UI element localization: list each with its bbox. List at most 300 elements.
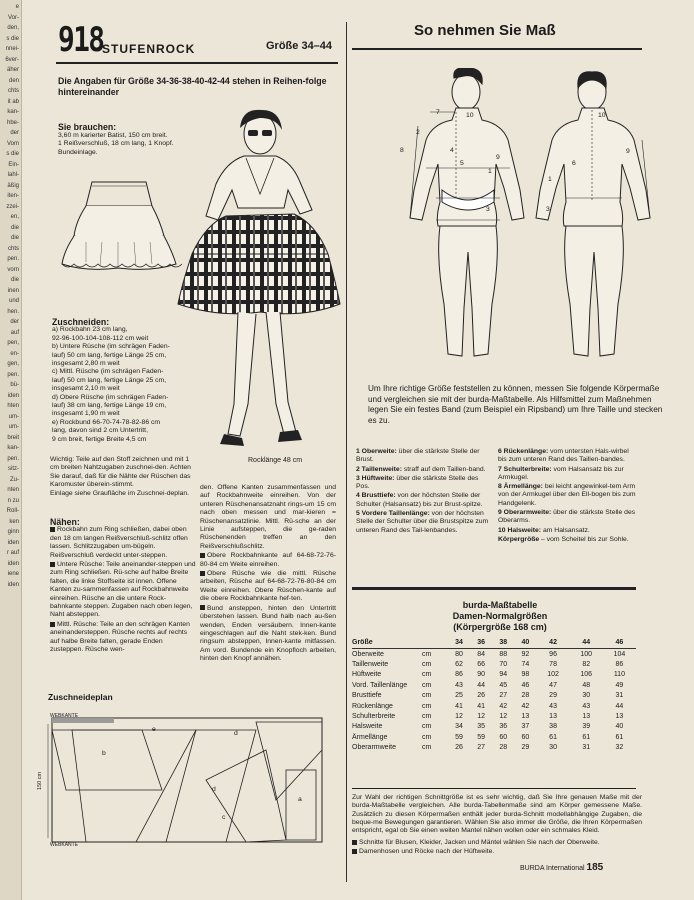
edge-word: Vom [6,140,19,147]
cutting-line: c) Mittl. Rüsche (im schrägen Faden- [52,368,164,376]
measurement-item [498,466,638,483]
table-title-line1: burda-Maßtabelle [462,600,538,610]
sewing-step [50,621,196,655]
table-cell: 29 [521,744,530,752]
table-cell: 70 [499,661,508,669]
fabric-width-label: 150 cm [37,771,43,790]
measuring-title: So nehmen Sie Maß [414,22,556,39]
edge-word: kan- [7,109,19,115]
edge-word: nten [7,487,19,493]
table-row [352,670,636,680]
edge-word: iene [7,571,19,577]
edge-word: Vor- [7,14,19,21]
edge-word: um- [8,413,19,420]
edge-word: bü- [10,382,19,388]
table-cell: 98 [521,671,530,679]
cutting-line: e) Rockbund 66-70-74-78-82-86 cm [52,418,161,426]
edge-word: äßig [7,182,19,189]
bullet-square [352,840,357,845]
edge-word: iten- [7,193,19,199]
edge-word: en, [10,214,19,220]
edge-word: die [10,224,19,231]
table-cell: Taillenweite [352,661,389,669]
table-cell: 82 [582,661,591,669]
cutting-line: 92-96-100-104-108-112 cm weit [52,334,149,342]
table-row [352,701,636,711]
figure-number: 10 [598,112,606,119]
table-cell: 12 [455,713,463,721]
table-header-cell: Größe [352,636,422,649]
measurement-desc: von der höchsten Stelle der Schulter über die Brustspitze zum unteren Rand des Tail-lenbandes. [356,510,489,534]
measurement-item [356,492,492,509]
bullet-square [200,605,205,610]
measurement-item [356,466,492,474]
plan-piece-label: d [234,730,238,737]
table-row [352,743,636,753]
column-divider [346,22,347,882]
table-cell: Vord. Taillenlänge [352,681,408,689]
edge-word: den [8,77,19,84]
edge-word: chts [7,88,19,94]
figure-number: 2 [416,129,420,136]
table-cell: cm [422,723,432,731]
edge-word: iden [7,392,19,399]
table-cell: 61 [582,733,591,741]
measurement-list-right [498,448,638,545]
measurement-item [356,510,492,535]
table-cell: 59 [455,733,463,741]
table-cell: cm [422,661,432,669]
table-cell: 32 [615,744,624,752]
table-cell: 12 [499,713,508,721]
page-footer [520,862,603,873]
cutting-plan-diagram [46,710,330,852]
edge-word: r auf [6,550,19,556]
size-selection-note: Zur Wahl der richtigen Schnittgröße ist es sehr wichtig, daß Sie Ihre genauen Maße mit der burda-Maßtabelle vergleichen. Alle burda-Tabellenmaße sind am Körper gemessene Maße. Zusätzlich zu diesen Körpermaßen enthält jeder burda-Schnitt modellabhängige Zugaben, die beque-me Bewegungen garantieren. Wählen Sie also immer die Größe, die Ihren Körpermaßen entspricht, egal ob Sie einen weiten Mantel nähen wollen oder ein schmales Kleid. [352,794,642,835]
table-row [352,691,636,701]
table-cell: cm [422,713,432,721]
table-cell: 60 [499,733,508,741]
cutting-line: lauf) 50 cm lang, fertige Länge 25 cm, [52,351,167,359]
table-cell: 13 [582,713,591,721]
table-cell: 43 [582,702,591,710]
measurement-item [498,527,638,535]
edge-word: breit [7,434,19,441]
edge-word: ken [9,518,19,525]
measurement-desc: straff auf dem Taillen-band. [401,465,486,473]
table-cell: 44 [477,681,486,689]
selvage-top-label: WEBKANTE [50,713,79,719]
cutting-plan-heading: Zuschneideplan [48,692,113,702]
table-cell: 94 [499,671,508,679]
table-cell: 60 [521,733,530,741]
table-cell: Rückenlänge [352,702,393,710]
table-cell: 12 [477,713,486,721]
table-cell: cm [422,733,432,741]
size-selection-bullets [352,838,652,856]
sewing-step [200,570,336,604]
figure-number: 3 [486,206,490,213]
table-cell: 106 [580,671,593,679]
pattern-number: 918 [58,20,104,60]
edge-word: pen, [7,340,19,346]
cutting-line: lauf) 50 cm lang, fertige Länge 25 cm, [52,376,167,384]
figure-number: 9 [626,148,630,155]
measurement-desc: bei leicht angewinkel-tem Arm von der Armkugel über den Ell-bogen bis zum Handgelenk. [498,483,636,507]
edge-word: der [10,130,19,136]
edge-word: und [8,298,19,304]
cutting-line: lang, davon sind 2 cm Untertritt, [52,427,148,435]
previous-page-edge [0,0,22,900]
table-cell: 28 [499,744,508,752]
edge-word: iden [7,539,19,546]
measurement-list-left [356,448,492,536]
size-chart-table [352,636,636,753]
table-cell: 26 [455,744,463,752]
title-rule [352,48,642,50]
table-cell: 48 [582,681,591,689]
materials-line: 1 Reißverschluß, 18 cm lang, 1 Knopf. [58,140,174,148]
edge-word: gen, [7,361,19,367]
edge-word: ginn [7,529,19,535]
edge-word: pen. [7,371,19,378]
table-row [352,722,636,732]
edge-word: it ab [7,98,19,105]
bullet-square [50,622,55,627]
table-cell: cm [422,650,432,658]
sewing-section [50,518,196,656]
header-rule [56,62,338,64]
measurement-desc: vom Halsansatz bis zur Armkugel. [498,465,624,481]
figure-number: 8 [400,147,404,154]
table-cell: 40 [615,723,624,731]
table-cell: 42 [521,702,530,710]
sewing-step-text: Bund ansteppen, hinten den Untertritt überstehen lassen. Bund halb nach au-ßen wenden, Enden versäubern. Innen-kante eingeschlagen auf die Naht stek-ken. Bund ringsum absteppen, Innen-kante mitfassen. Am vord. Bundende ein Knopfloch arbeiten, hinten den Knopf annähen. [200,604,336,663]
table-cell: Ärmellänge [352,733,388,741]
table-cell: 47 [549,681,557,689]
table-cell: 110 [613,671,625,679]
important-text: Wichtig: Teile auf den Stoff zeichnen und mit 1 cm breiten Nahtzugaben zuschnei-den. Achten Sie darauf, daß für die Nähte der Rüschen das Karomuster überein-stimmt. [50,456,191,489]
sewing-steps-continued [200,484,336,665]
edge-word: die [10,277,19,283]
table-cell: 59 [477,733,486,741]
table-row [352,659,636,669]
measurement-desc: – vom Scheitel bis zur Sohle. [539,535,629,543]
table-header-cell: 40 [514,636,536,649]
measurement-name: 7 Schulterbreite: [498,465,552,473]
table-top-rule [352,587,636,590]
table-cell: 36 [499,723,508,731]
sewing-step [200,484,336,551]
edge-word: iden [7,560,19,567]
bullet-text: Schnitte für Blusen, Kleider, Jacken und Mäntel wählen Sie nach der Oberweite. [359,839,600,846]
table-cell: 43 [549,702,557,710]
figure-number: 1 [488,168,492,175]
table-cell: 13 [549,713,557,721]
bullet-square [200,553,205,558]
materials-line: Bundeinlage. [58,148,98,156]
table-cell: 66 [477,661,486,669]
sewing-steps [50,526,196,654]
table-cell: 61 [615,733,624,741]
measurement-item [498,509,638,526]
table-cell: cm [422,702,432,710]
edge-word: 6ver- [5,56,19,63]
cutting-line: a) Rockbahn 23 cm lang, [52,326,128,334]
figure-number: 10 [466,112,474,119]
cutting-line: insgesamt 1,90 m weit [52,410,120,418]
table-cell: 30 [549,744,557,752]
table-header-cell: 44 [570,636,603,649]
sewing-step-text: den. Offene Kanten zusammenfassen und auf Rockbahnweite einreihen. Von der unteren Rüschenansatznaht rings-um 15 cm nach oben messen und mar-kieren = Rüschenansatzlinie. Mittl. Rü-sche an der Linie aufsteppen, die ge-raden Rüschenenden treffen an den Reißverschlußschlitz. [200,484,336,550]
sewing-step [50,526,196,560]
edge-word: den, [7,25,19,31]
measurement-item [498,483,638,508]
table-cell: cm [422,671,432,679]
measurement-name: 10 Halsweite: [498,526,542,534]
measurement-desc: über die stärkste Stelle des Oberarms. [498,509,636,525]
table-cell: cm [422,692,432,700]
sewing-step [50,561,196,620]
sewing-step-text: Mittl. Rüsche: Teile an den schrägen Kanten aneinandersteppen. Rüsche rechts auf rechts auf halbe Breite falten, gerade Enden zusteppen. Rüsche wen- [50,620,190,654]
edge-word: hen. [7,308,19,315]
bullet-item [352,847,652,856]
table-cell: 41 [477,702,486,710]
edge-word: der [10,319,19,325]
table-cell: 102 [547,671,559,679]
cutting-section [52,318,192,444]
measurement-name: 3 Hüftweite: [356,474,395,482]
edge-word: pen. [7,256,19,262]
table-cell: 44 [615,702,624,710]
table-cell: 13 [615,713,624,721]
table-cell: Oberarmweite [352,744,396,752]
table-cell: 104 [613,650,626,658]
table-cell: Halsweite [352,723,383,731]
sewing-heading: Nähen: [50,517,80,527]
table-cell: 31 [615,692,624,700]
edge-word: s die [6,35,19,42]
measurement-desc: über die stärkste Stelle der Brust. [356,448,480,464]
measuring-intro: Um Ihre richtige Größe feststellen zu können, messen Sie folgende Körpermaße und vergleichen sie mit der burda-Maßtabelle. Als Hilfsmittel zum Maßnehmen legen Sie ein festes Band (zum Beispiel ein Ripsband) um Ihre Taille und stecken es zu. [368,384,663,425]
table-cell: cm [422,681,432,689]
edge-word: Zu- [10,476,19,483]
table-header-cell: 42 [537,636,570,649]
measurement-desc: am Halsansatz. [541,526,590,534]
table-cell: 42 [499,702,508,710]
interfacing-note: Einlage siehe Graufläche im Zuschnei-deplan. [50,489,190,497]
cutting-line: lauf) 38 cm lang, fertige Länge 19 cm, [52,402,167,410]
size-order-intro: Die Angaben für Größe 34-36-38-40-42-44 stehen in Reihen-folge hintereinander [58,76,327,97]
table-cell: 27 [499,692,508,700]
bullet-square [50,527,55,532]
table-cell: 28 [521,692,530,700]
table-cell: 74 [521,661,530,669]
table-cell: 61 [549,733,557,741]
edge-word: en- [10,350,19,357]
figure-number: 1 [548,176,552,183]
edge-word: vorn [7,266,19,273]
table-cell: cm [422,744,432,752]
edge-word: chts [7,245,19,252]
table-title [380,600,620,633]
measurement-name: 5 Vordere Taillenlänge: [356,510,430,518]
table-cell: 31 [582,744,591,752]
table-cell: 78 [549,661,557,669]
table-cell: 41 [455,702,463,710]
table-row [352,732,636,742]
table-cell: 46 [521,681,530,689]
table-cell: 13 [521,713,530,721]
table-header-cell: 46 [603,636,636,649]
table-title-line2: Damen-Normalgrößen [452,611,548,621]
edge-word: hbe- [6,119,19,126]
measurement-name: 2 Taillenweite: [356,465,402,473]
table-header-cell: 36 [470,636,492,649]
sewing-step [200,552,336,569]
cutting-list [52,326,192,444]
table-row [352,711,636,721]
edge-word: auf [10,329,19,336]
selvage-bottom-label: WEBKANTE [50,842,79,848]
table-cell: 43 [455,681,463,689]
figure-number: 5 [460,160,464,167]
table-cell: 90 [477,671,486,679]
table-header-row [352,636,636,649]
pattern-size-range: Größe 34–44 [266,40,333,52]
materials-line: 3,60 m karierter Batist, 150 cm breit. [58,132,168,139]
cutting-line: 9 cm breit, fertige Breite 4,5 cm [52,435,147,443]
edge-word: nnei- [5,46,19,52]
cutting-line: insgesamt 2,10 m weit [52,385,120,393]
body-measurement-figures [356,68,686,380]
table-cell: 29 [549,692,557,700]
measurement-desc: vom untersten Hals-wirbel bis zum unteren Rand des Taillen-bandes. [498,448,629,464]
bullet-square [352,849,357,854]
measurement-item [498,448,638,465]
measurement-name: 4 Brusttiefe: [356,492,396,500]
bullet-square [50,562,55,567]
important-note [50,456,196,498]
edge-word: n zu [7,497,19,504]
table-cell: 86 [455,671,463,679]
measurement-name: 1 Oberweite: [356,448,397,455]
table-cell: 100 [580,650,593,658]
table-cell: 92 [521,650,530,658]
fashion-illustration [176,104,344,456]
sewing-step-text: Untere Rüsche: Teile aneinander-steppen und zum Ring schließen. Rü-sche auf halbe Breite falten, die linke Stoffseite ist innen. Offene Kanten zu-sammenfassen auf Rockbahnweite einreihen. Rüsche an die untere Rock-bahnkante steppen. Zugaben nach oben legen, Naht absteppen. [50,561,196,619]
measurement-name: 8 Ärmellänge: [498,483,543,491]
table-cell: 27 [477,744,486,752]
plan-piece-label: e [152,726,156,733]
plan-piece-label: a [298,796,302,803]
figure-number: 4 [450,147,454,154]
table-header-cell [422,636,448,649]
page-number: 185 [586,862,604,873]
edge-word: äher [6,67,19,73]
table-cell: 80 [455,650,463,658]
table-cell: 86 [615,661,624,669]
table-cell: 34 [455,723,463,731]
measurement-name: 6 Rückenlänge: [498,448,549,455]
table-title-line3: (Körpergröße 168 cm) [453,622,547,632]
table-cell: 88 [499,650,508,658]
figure-number: 3 [546,206,550,213]
bullet-square [200,571,205,576]
edge-word: pen. [7,455,19,462]
measurement-item [356,448,492,465]
table-cell: 38 [549,723,557,731]
edge-word: Roll- [6,508,19,514]
table-bottom-rule [352,788,636,789]
edge-word: hten [7,403,19,409]
edge-word: iden [7,581,19,588]
sewing-step-text: Obere Rüsche wie die mittl. Rüsche arbeiten, Rüsche auf 64-68-72-76-80-84 cm Weite einreihen. Obere Rüschen-kante auf die obere Rockbahnkante hef-ten. [200,570,336,603]
pattern-title: STUFENROCK [102,42,196,56]
measurement-desc: von der höchsten Stelle der Schulter (Halsansatz) bis zur Brust-spitze. [356,492,483,508]
table-cell: 62 [455,661,463,669]
measurement-item [356,475,492,492]
cutting-line: b) Untere Rüsche (im schrägen Faden- [52,343,170,351]
table-header-cell: 38 [492,636,514,649]
table-cell: 30 [582,692,591,700]
skirt-sketch [56,176,182,286]
cutting-heading: Zuschneiden: [52,317,110,327]
edge-word: e [15,4,19,10]
table-cell: Schulterbreite [352,713,396,721]
table-cell: 84 [477,650,486,658]
plan-piece-label: c [222,814,226,821]
edge-word: zzei- [6,203,19,210]
figure-number: 7 [436,109,440,116]
sewing-step-text: Rockbahn zum Ring schließen, dabei oben den 18 cm langen Reißverschluß-schlitz offen lassen. Schlitzzugaben um-bügeln. Reißverschluß verdeckt unter-steppen. [50,526,188,559]
measurement-name: 9 Oberarmweite: [498,509,552,517]
edge-word: die [10,235,19,241]
edge-word: s die [6,151,19,157]
figure-number: 9 [496,154,500,161]
plan-piece-label: d [212,786,216,793]
measurement-name: Körpergröße [498,535,540,543]
table-cell: 37 [521,723,530,731]
edge-word: inen [7,287,19,294]
footer-brand: BURDA International [520,865,585,872]
cutting-line: insgesamt 2,80 m weit [52,360,120,368]
bullet-text: Damenhosen und Röcke nach der Hüftweite. [359,848,495,855]
materials-heading: Sie brauchen: [58,122,117,132]
skirt-length-label: Rocklänge 48 cm [248,457,303,464]
cutting-line: d) Obere Rüsche (im schrägen Faden- [52,393,169,401]
edge-word: Ein- [8,161,19,168]
table-cell: 26 [477,692,486,700]
figure-number: 6 [572,160,576,167]
table-cell: 96 [549,650,557,658]
table-cell: 49 [615,681,624,689]
table-cell: 25 [455,692,463,700]
edge-word: kan- [7,445,19,451]
table-cell: Oberweite [352,650,384,658]
measurement-item [498,536,638,544]
table-row [352,680,636,690]
edge-word: lahl- [7,172,19,178]
table-cell: 45 [499,681,508,689]
table-cell: 35 [477,723,486,731]
sewing-step-text: Obere Rockbahnkante auf 64-68-72-76-80-84 cm Weite einreihen. [200,552,336,568]
sewing-step [200,605,336,664]
table-cell: Hüftweite [352,671,382,679]
table-header-cell: 34 [448,636,470,649]
table-row [352,649,636,660]
edge-word: sitz- [8,466,19,472]
